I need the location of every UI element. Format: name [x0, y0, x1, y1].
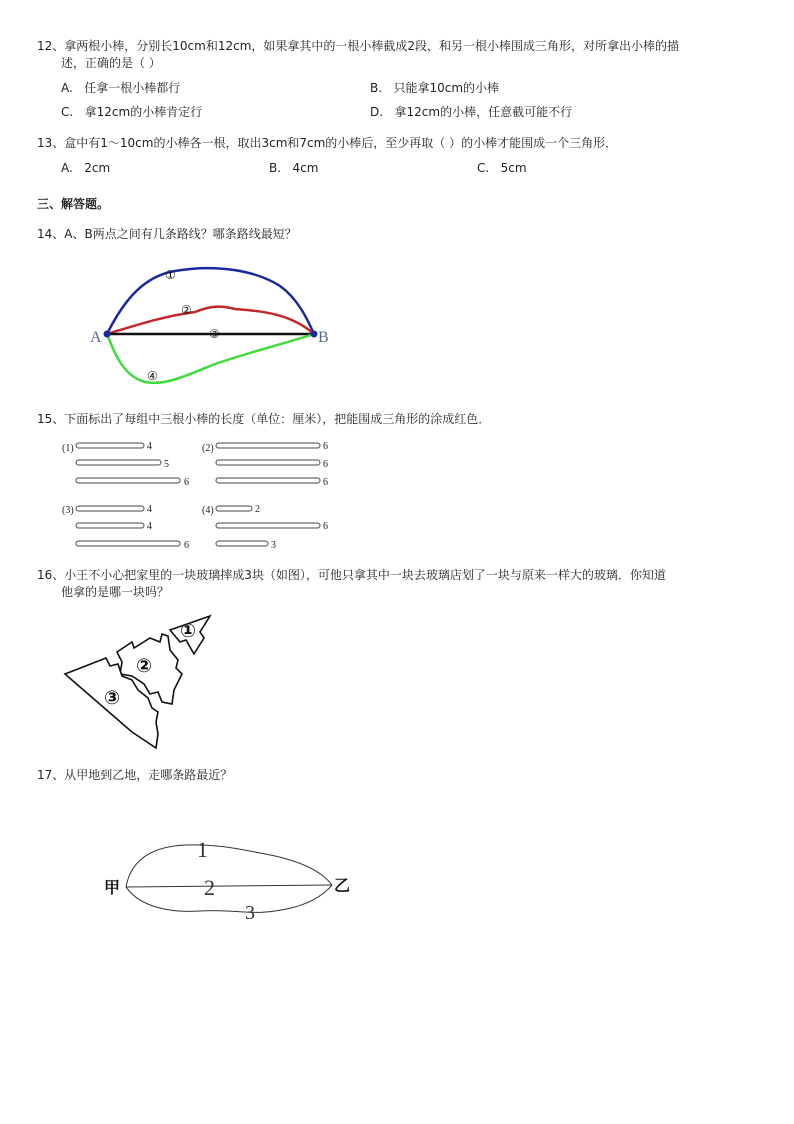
q12-option-d: D. 拿12cm的小棒，任意截可能不行	[370, 105, 573, 119]
group-4-label: (4)	[202, 505, 214, 516]
q17-route-figure	[100, 825, 360, 935]
road-2-straight	[126, 885, 332, 887]
q12-option-b: B. 只能拿10cm的小棒	[370, 81, 500, 95]
q15-stem: 15、下面标出了每组中三根小棒的长度（单位：厘米），把能围成三角形的涂成红色．	[37, 412, 491, 426]
glass-piece-2-label: ②	[136, 655, 153, 677]
q13-option-b: B. 4cm	[269, 161, 319, 175]
group-1-stick-3	[76, 478, 180, 483]
group-2-stick-1-length: 6	[323, 441, 328, 452]
group-1-stick-2	[76, 460, 161, 465]
section-heading: 三、解答题。	[37, 197, 110, 211]
q12-option-a: A. 任拿一根小棒都行	[61, 81, 181, 95]
road-1-upper	[126, 845, 332, 887]
group-2-stick-1	[216, 443, 320, 448]
group-1-stick-1-length: 4	[147, 441, 152, 452]
q16-stem-line1: 16、小王不小心把家里的一块玻璃摔成3块（如图），可他只拿其中一块去玻璃店划了一块与原来一样大的玻璃．你知道	[37, 568, 666, 582]
route-1-label: ①	[165, 268, 176, 282]
group-4-stick-1-length: 2	[255, 504, 260, 515]
group-3-stick-1	[76, 506, 144, 511]
route-4-label: ④	[147, 369, 158, 383]
group-3-stick-3-length: 6	[184, 540, 189, 551]
group-3-label: (3)	[62, 505, 74, 516]
group-4-stick-3-length: 3	[271, 540, 276, 551]
group-3-stick-3	[76, 541, 180, 546]
group-1-stick-2-length: 5	[164, 459, 169, 470]
end-point-yi: 乙	[334, 876, 351, 895]
q12-option-c: C. 拿12cm的小棒肯定行	[61, 105, 203, 119]
group-4-stick-2-length: 6	[323, 521, 328, 532]
road-1-label: 1	[197, 837, 208, 862]
group-1-stick-3-length: 6	[184, 477, 189, 488]
q16-glass-figure	[62, 612, 222, 752]
group-3-stick-2-length: 4	[147, 521, 152, 532]
q12-stem-line2: 述，正确的是（ ）	[61, 56, 161, 70]
point-a-dot	[104, 331, 111, 338]
group-4-stick-3	[216, 541, 268, 546]
group-1-label: (1)	[62, 443, 74, 454]
road-3-lower	[126, 885, 332, 912]
point-b-label: B	[318, 329, 329, 346]
q14-route-figure	[85, 258, 335, 398]
group-4-stick-2	[216, 523, 320, 528]
q15-sticks-figure	[60, 436, 360, 556]
q17-stem: 17、从甲地到乙地，走哪条路最近？	[37, 768, 233, 782]
group-1-stick-1	[76, 443, 144, 448]
point-a-label: A	[90, 329, 102, 346]
group-3-stick-1-length: 4	[147, 504, 152, 515]
group-2-stick-3-length: 6	[323, 477, 328, 488]
start-point-jia: 甲	[104, 878, 121, 897]
road-3-label: 3	[245, 902, 255, 924]
route-4-green	[107, 334, 314, 383]
glass-piece-3-label: ③	[104, 687, 121, 709]
group-2-label: (2)	[202, 443, 214, 454]
q16-stem-line2: 他拿的是哪一块吗？	[61, 585, 170, 599]
q14-stem: 14、A、B两点之间有几条路线？哪条路线最短？	[37, 227, 297, 241]
group-2-stick-2-length: 6	[323, 459, 328, 470]
point-b-dot	[311, 331, 318, 338]
q12-stem-line1: 12、拿两根小棒，分别长10cm和12cm，如果拿其中的一根小棒截成2段，和另一根小棒围成三角形，对所拿出小棒的描	[37, 39, 680, 53]
road-2-label: 2	[204, 875, 215, 900]
group-2-stick-3	[216, 478, 320, 483]
q13-option-a: A. 2cm	[61, 161, 111, 175]
q13-stem: 13、盒中有1～10cm的小棒各一根，取出3cm和7cm的小棒后，至少再取（ ）的小棒才能围成一个三角形．	[37, 136, 618, 150]
group-2-stick-2	[216, 460, 320, 465]
group-4-stick-1	[216, 506, 252, 511]
group-3-stick-2	[76, 523, 144, 528]
route-3-label: ③	[209, 327, 220, 341]
q13-option-c: C. 5cm	[477, 161, 527, 175]
glass-piece-1-label: ①	[180, 620, 197, 642]
route-2-label: ②	[181, 303, 192, 317]
